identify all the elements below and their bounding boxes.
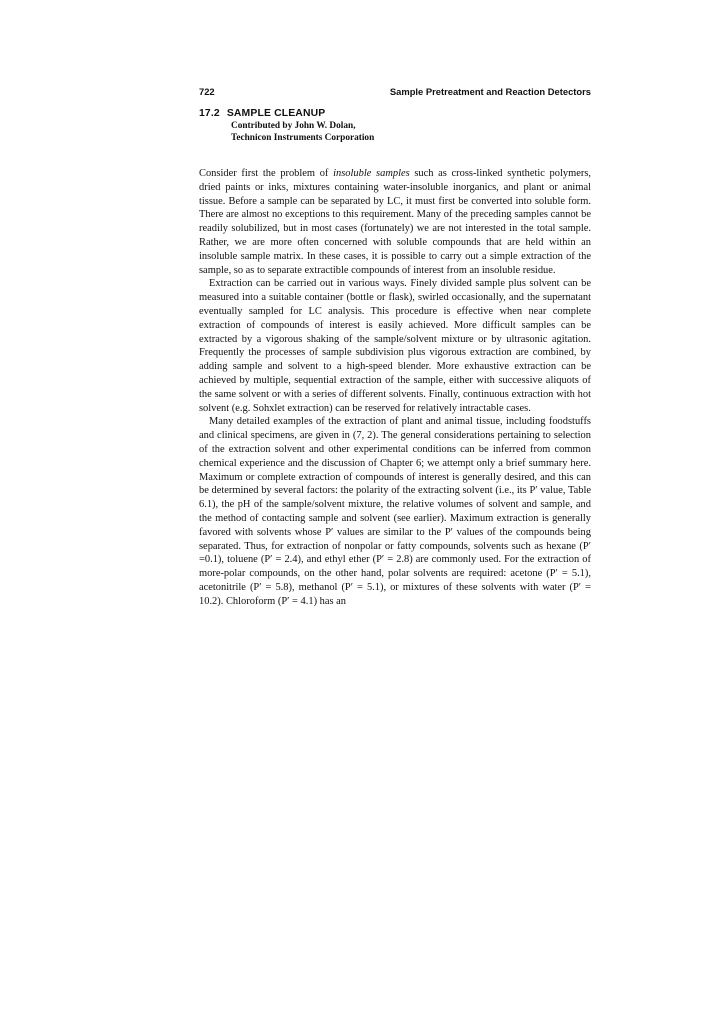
affiliation-line: Technicon Instruments Corporation — [231, 133, 375, 143]
book-page — [199, 86, 591, 609]
paragraph-3: Many detailed examples of the extraction of plant and animal tissue, including foodstuffs and clinical specimens, are given in (7, 2). The general considerations pertaining to selection of the extraction solvent and other experimental conditions can be inferred from common chemical experience and the discussion of Chapter 6; we attempt only a brief summary here. Maximum or complete extraction of compounds of interest is generally desired, and this can be determined by several factors: the polarity of the extracting solvent (i.e., its P′ value, Table 6.1), the pH of the sample/solvent mixture, the relative volumes of solvent and sample, and the method of contacting sample and solvent (see earlier). Maximum extraction is generally favored with solvents whose P′ values are similar to the P′ values of the compounds being separated. Thus, for extraction of nonpolar or fatty compounds, solvents such as hexane (P′ =0.1), toluene (P′ = 2.4), and ethyl ether (P′ = 2.8) are commonly used. For the extraction of more-polar compounds, on the other hand, polar solvents are required: acetone (P′ = 5.1), acetonitrile (P′ = 5.8), methanol (P′ = 5.1), or mixtures of these solvents with water (P′ = 10.2). Chloroform (P′ = 4.1) has an — [199, 416, 591, 607]
section-heading — [199, 107, 591, 120]
page-number: 722 — [199, 86, 215, 97]
paragraph-2: Extraction can be carried out in various ways. Finely divided sample plus solvent can be measured into a suitable container (bottle or flask), swirled occasionally, and the supernatant eventually sampled for LC analysis. This procedure is effective when near complete extraction of compounds of interest is easily achieved. More difficult samples can be extracted by a vigorous shaking of the sample/solvent mixture or by ultrasonic agitation. Frequently the processes of sample subdivision plus vigorous extraction are combined, by adding sample and solvent to a high-speed blender. More exhaustive extraction can be achieved by multiple, sequential extraction of the sample, either with successive aliquots of the same solvent or with a series of different solvents. Finally, continuous extraction with hot solvent (e.g. Sohxlet extraction) can be reserved for relatively intractable cases. — [199, 278, 591, 414]
section-number: 17.2 — [199, 108, 220, 119]
contributor-line: Contributed by John W. Dolan, — [231, 121, 356, 131]
paragraph-1 — [199, 167, 591, 277]
emphasis-insoluble-samples: insoluble samples — [333, 168, 410, 179]
section-title: SAMPLE CLEANUP — [226, 108, 326, 119]
running-header — [199, 86, 591, 98]
running-title: Sample Pretreatment and Reaction Detectors — [389, 86, 591, 97]
body-text — [199, 167, 591, 609]
paragraph-1-start: Consider first the problem of — [199, 168, 334, 179]
paragraph-1-rest: such as cross-linked synthetic polymers, dried paints or inks, mixtures containing water-insoluble inorganics, and plant or animal tissue. Before a sample can be separated by LC, it must first be converted into soluble form. There are almost no exceptions to this requirement. Many of the preceding samples cannot be readily solubilized, but in most cases (fortunately) we are not interested in the total sample. Rather, we are more often concerned with soluble compounds that are held within an insoluble sample matrix. In these cases, it is possible to carry out a simple extraction of the sample, so as to separate extractible compounds of interest from an insoluble residue. — [199, 168, 592, 276]
